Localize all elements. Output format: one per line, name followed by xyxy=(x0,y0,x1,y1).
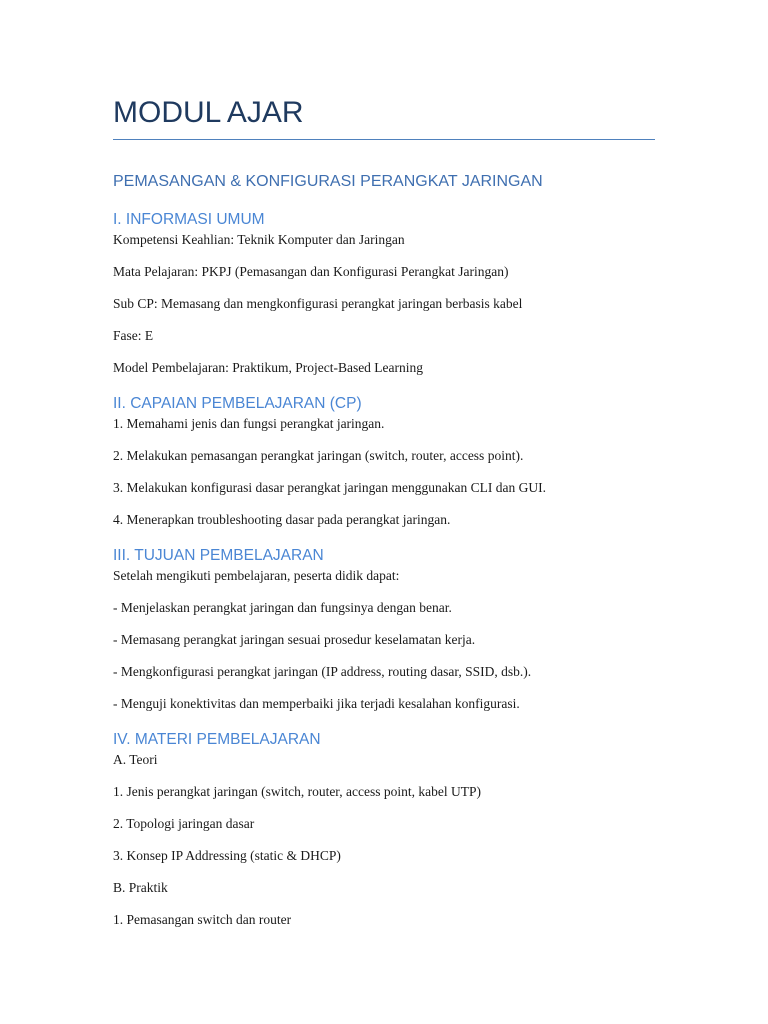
section-capaian-pembelajaran xyxy=(113,392,655,543)
section-heading: I. INFORMASI UMUM xyxy=(113,211,265,228)
section-heading: III. TUJUAN PEMBELAJARAN xyxy=(113,547,324,564)
list-item: 3. Melakukan konfigurasi dasar perangkat jaringan menggunakan CLI dan GUI. xyxy=(113,480,546,495)
section-materi-pembelajaran xyxy=(113,728,655,943)
list-item: 2. Melakukan pemasangan perangkat jaringan (switch, router, access point). xyxy=(113,448,524,463)
section-heading: IV. MATERI PEMBELAJARAN xyxy=(113,731,321,748)
section-body xyxy=(113,415,655,543)
section-informasi-umum xyxy=(113,208,655,391)
paragraph: Sub CP: Memasang dan mengkonfigurasi perangkat jaringan berbasis kabel xyxy=(113,296,523,311)
paragraph: Mata Pelajaran: PKPJ (Pemasangan dan Konfigurasi Perangkat Jaringan) xyxy=(113,264,509,279)
subsection-label: A. Teori xyxy=(113,752,158,767)
list-item: - Menjelaskan perangkat jaringan dan fungsinya dengan benar. xyxy=(113,600,452,615)
section-heading: II. CAPAIAN PEMBELAJARAN (CP) xyxy=(113,395,362,412)
paragraph: Kompetensi Keahlian: Teknik Komputer dan Jaringan xyxy=(113,232,405,247)
paragraph: Setelah mengikuti pembelajaran, peserta didik dapat: xyxy=(113,568,400,583)
section-body xyxy=(113,751,655,943)
list-item: 1. Pemasangan switch dan router xyxy=(113,912,292,927)
list-item: 3. Konsep IP Addressing (static & DHCP) xyxy=(113,848,341,863)
paragraph: Model Pembelajaran: Praktikum, Project-Based Learning xyxy=(113,360,424,375)
list-item: 2. Topologi jaringan dasar xyxy=(113,816,255,831)
section-tujuan-pembelajaran xyxy=(113,544,655,727)
list-item: - Mengkonfigurasi perangkat jaringan (IP address, routing dasar, SSID, dsb.). xyxy=(113,664,532,679)
list-item: - Memasang perangkat jaringan sesuai prosedur keselamatan kerja. xyxy=(113,632,476,647)
title-underline-rule xyxy=(113,139,655,140)
section-body xyxy=(113,567,655,727)
paragraph: Fase: E xyxy=(113,328,154,343)
list-item: 1. Memahami jenis dan fungsi perangkat jaringan. xyxy=(113,416,385,431)
document-title: MODUL AJAR xyxy=(113,96,304,129)
subsection-label: B. Praktik xyxy=(113,880,168,895)
document-subtitle: PEMASANGAN & KONFIGURASI PERANGKAT JARINGAN xyxy=(113,173,543,190)
list-item: 4. Menerapkan troubleshooting dasar pada perangkat jaringan. xyxy=(113,512,451,527)
list-item: 1. Jenis perangkat jaringan (switch, router, access point, kabel UTP) xyxy=(113,784,481,799)
section-body xyxy=(113,231,655,391)
list-item: - Menguji konektivitas dan memperbaiki jika terjadi kesalahan konfigurasi. xyxy=(113,696,520,711)
